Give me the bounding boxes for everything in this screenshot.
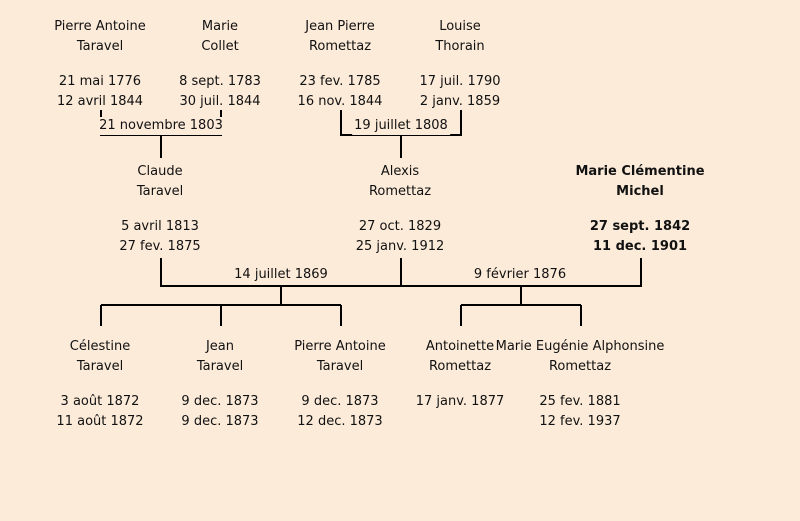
birth-date: 5 avril 1813	[121, 219, 199, 234]
birth-date: 8 sept. 1783	[179, 74, 261, 89]
person-alexis-romettaz[interactable]	[315, 162, 485, 257]
marriage-date-romettaz-thorain: 19 juillet 1808	[354, 118, 448, 133]
last-name: Romettaz	[308, 39, 372, 54]
birth-date: 27 oct. 1829	[358, 219, 442, 234]
birth-date: 3 août 1872	[60, 394, 140, 409]
death-date: 11 août 1872	[56, 414, 144, 429]
first-name: Jean	[205, 339, 235, 354]
death-date: 12 dec. 1873	[297, 414, 383, 429]
last-name: Taravel	[76, 39, 124, 54]
person-marie-clementine-michel[interactable]	[555, 162, 725, 257]
first-name: Claude	[137, 164, 183, 179]
marriage-date-taravel-collet: 21 novembre 1803	[99, 118, 223, 133]
first-name: Pierre Antoine	[294, 339, 386, 354]
connector-children-taravel	[101, 286, 341, 326]
last-name: Romettaz	[428, 359, 492, 374]
first-name: Alexis	[380, 164, 420, 179]
birth-date: 17 juil. 1790	[419, 74, 501, 89]
person-marie-eugenie-alphonsine-romettaz[interactable]	[495, 337, 665, 432]
first-name: Jean Pierre	[305, 19, 375, 34]
first-name: Célestine	[69, 339, 131, 354]
last-name: Romettaz	[548, 359, 612, 374]
last-name: Taravel	[136, 184, 184, 199]
person-claude-taravel[interactable]	[75, 162, 245, 257]
birth-date: 23 fev. 1785	[299, 74, 381, 89]
last-name: Taravel	[316, 359, 364, 374]
first-name: Pierre Antoine	[54, 19, 146, 34]
last-name: Taravel	[76, 359, 124, 374]
death-date: 11 dec. 1901	[592, 239, 688, 254]
birth-date: 17 janv. 1877	[415, 394, 505, 409]
death-date: 12 avril 1844	[56, 94, 144, 109]
death-date: 27 fev. 1875	[119, 239, 201, 254]
last-name: Michel	[616, 184, 664, 199]
birth-date: 21 mai 1776	[58, 74, 142, 89]
first-name: Antoinette	[425, 339, 495, 354]
last-name: Romettaz	[368, 184, 432, 199]
birth-date: 9 dec. 1873	[301, 394, 379, 409]
birth-date: 25 fev. 1881	[539, 394, 621, 409]
last-name: Taravel	[196, 359, 244, 374]
last-name: Collet	[201, 39, 239, 54]
person-louise-thorain[interactable]	[375, 17, 545, 112]
birth-date: 27 sept. 1842	[589, 219, 691, 234]
death-date: 16 nov. 1844	[297, 94, 383, 109]
death-date: 12 fev. 1937	[539, 414, 621, 429]
last-name: Thorain	[435, 39, 485, 54]
birth-date: 9 dec. 1873	[181, 394, 259, 409]
connector-children-romettaz	[461, 286, 581, 326]
death-date: 30 juil. 1844	[179, 94, 261, 109]
first-name: Marie Eugénie Alphonsine	[495, 339, 665, 354]
marriage-date-claude-marie: 14 juillet 1869	[234, 267, 328, 282]
death-date: 25 janv. 1912	[355, 239, 445, 254]
first-name: Louise	[439, 19, 481, 34]
death-date: 2 janv. 1859	[419, 94, 501, 109]
death-date: 9 dec. 1873	[181, 414, 259, 429]
marriage-date-alexis-marie: 9 février 1876	[473, 267, 567, 282]
first-name: Marie	[201, 19, 239, 34]
first-name: Marie Clémentine	[575, 164, 705, 179]
